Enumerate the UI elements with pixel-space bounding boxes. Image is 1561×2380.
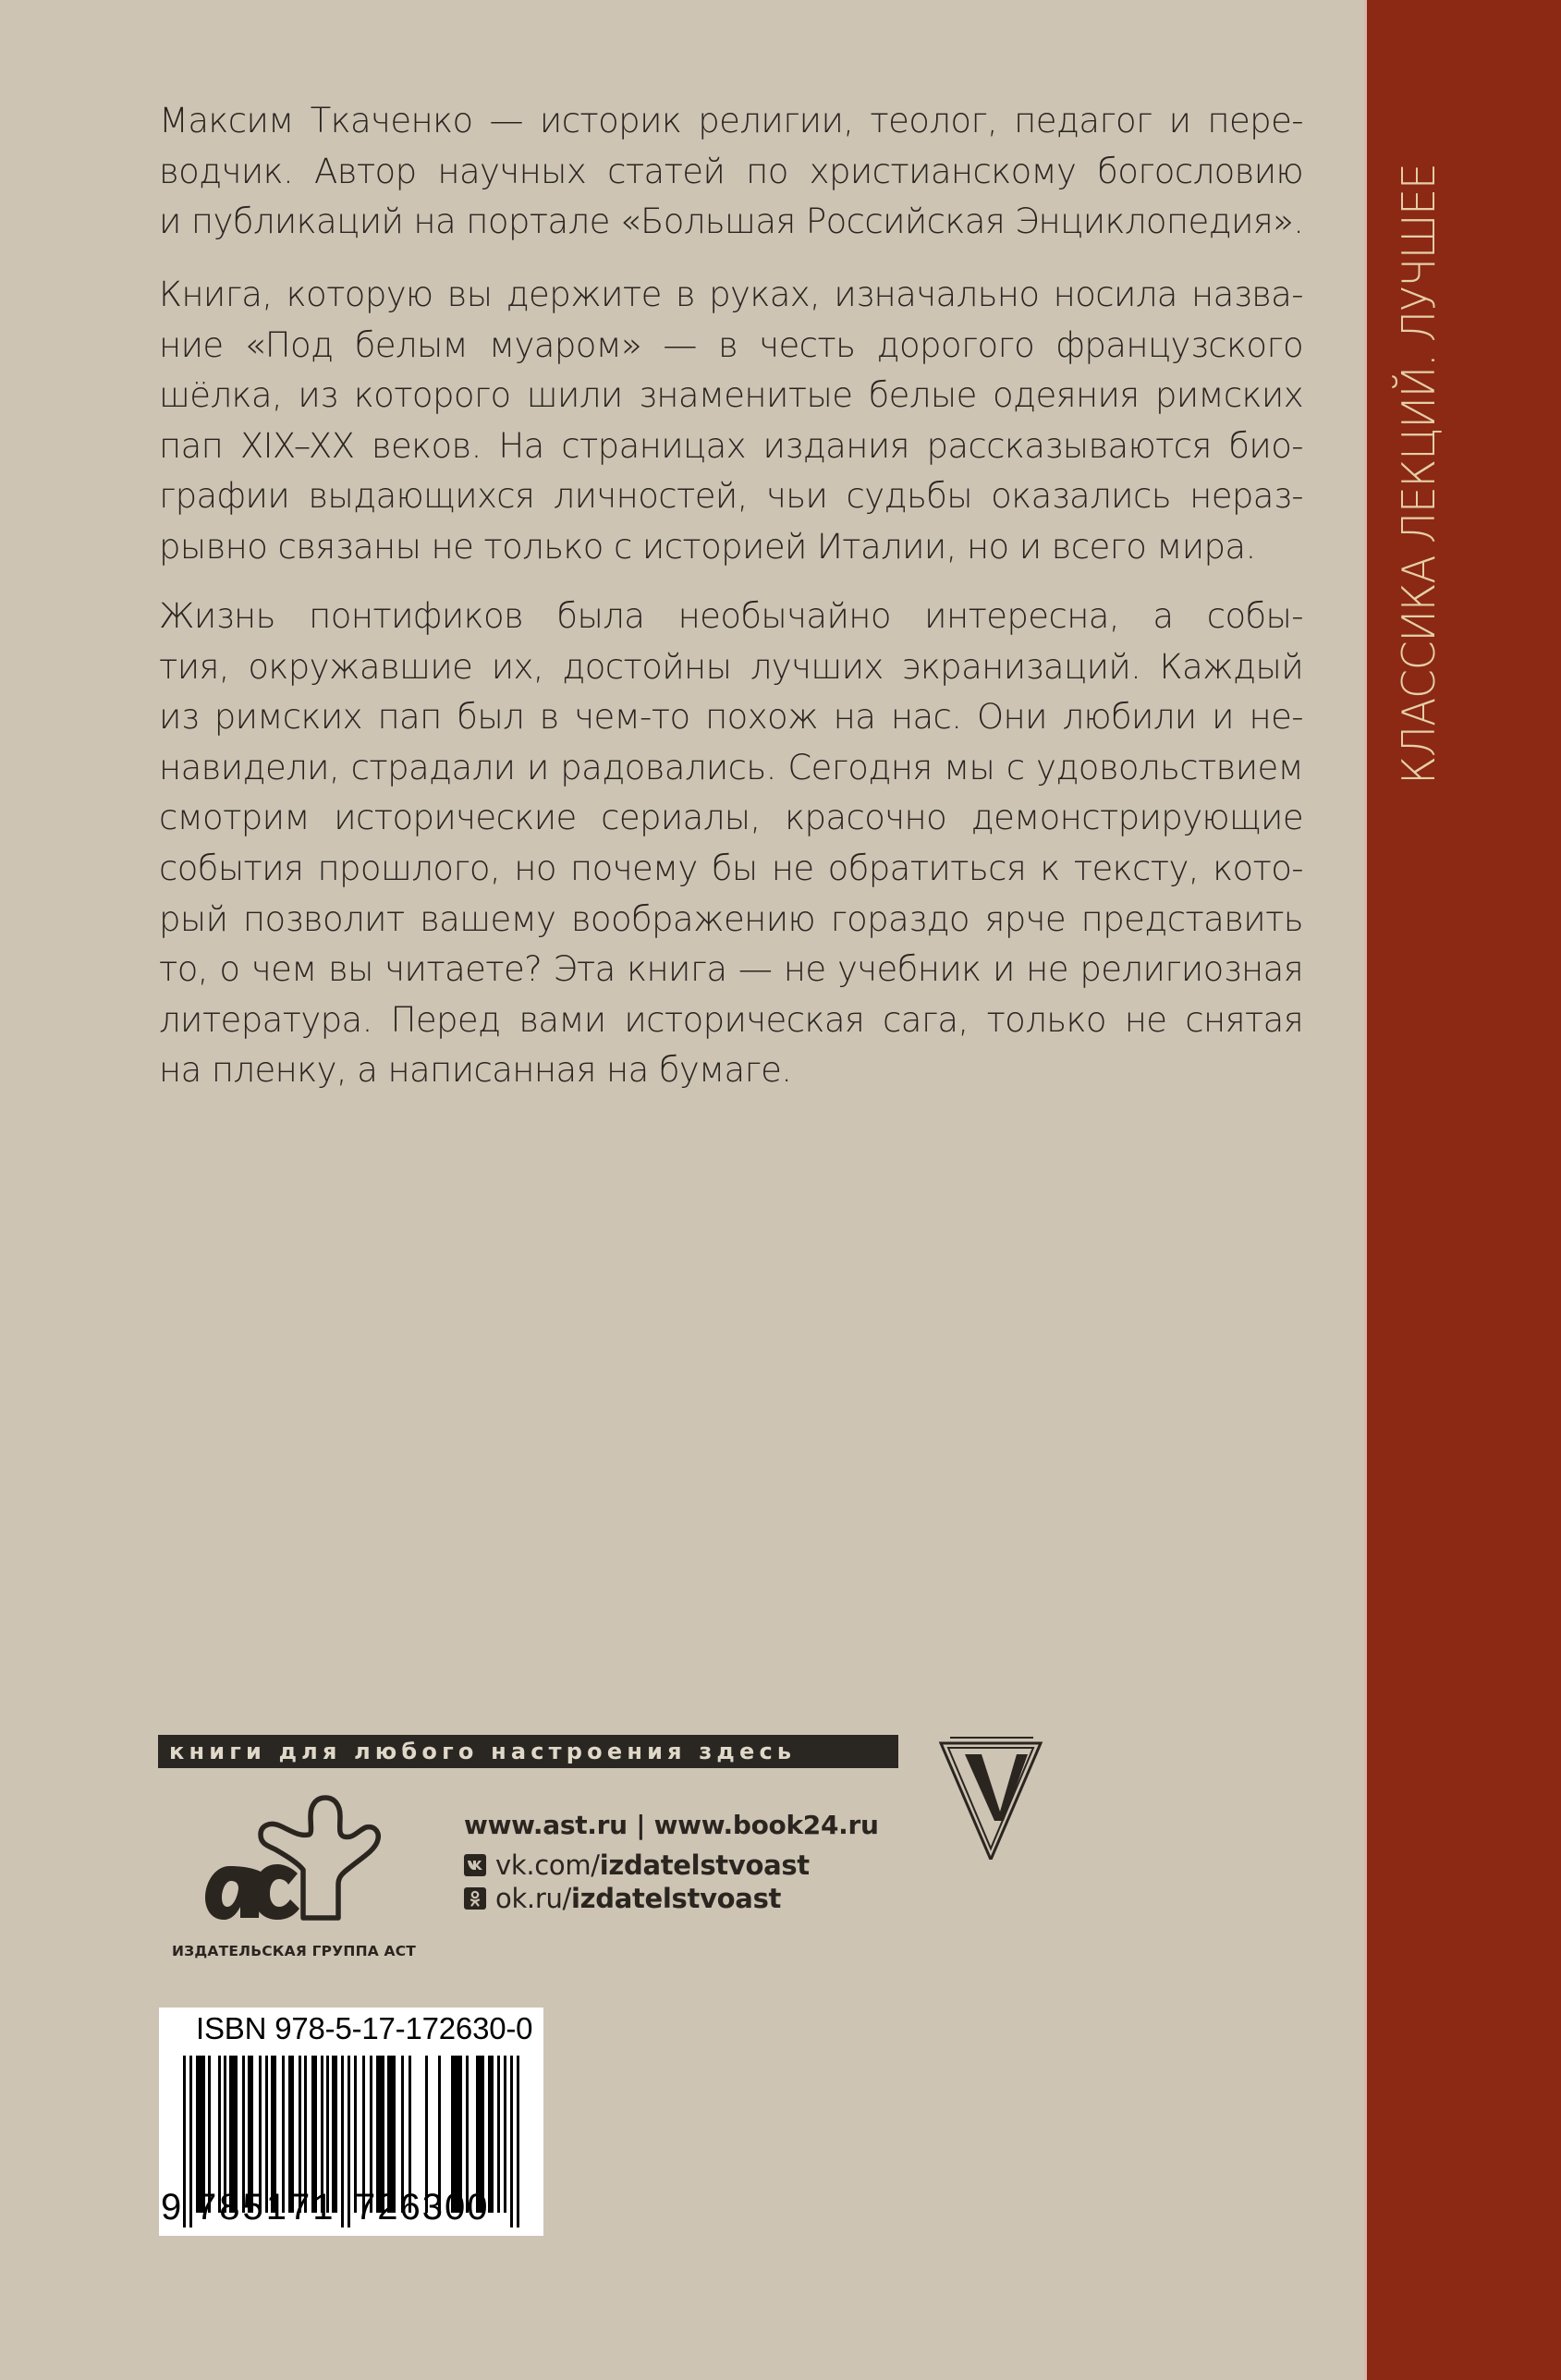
book-description-paragraph <box>159 270 1303 573</box>
ast-logo-icon <box>194 1788 388 1922</box>
text-line: графии выдающихся личностей, чьи судьбы оказались нераз- <box>159 476 1303 517</box>
series-title: КЛАССИКА ЛЕКЦИЙ. ЛУЧШЕЕ <box>1393 164 1445 785</box>
vk-link[interactable] <box>464 1849 879 1881</box>
author-bio-paragraph <box>159 96 1303 248</box>
text-line: рый позволит вашему воображению гораздо ярче представить <box>159 898 1303 939</box>
text-line: то, о чем вы читаете? Эта книга — не учебник и не религиозная <box>159 949 1303 990</box>
barcode-right-digits: 726300 <box>355 2187 490 2227</box>
imprint-v-logo-icon <box>937 1730 1044 1860</box>
vk-icon <box>464 1854 486 1876</box>
ok-icon <box>464 1887 486 1910</box>
text-line: из римских пап был в чем-то похож на нас. Они любили и не- <box>159 697 1303 738</box>
vk-prefix: vk.com/ <box>495 1849 600 1881</box>
barcode-left-digits: 785171 <box>196 2187 336 2227</box>
text-line: Жизнь понтификов была необычайно интересна, а собы- <box>159 596 1303 636</box>
text-line: навидели, страдали и радовались. Сегодня мы с удовольствием <box>159 747 1303 787</box>
book-pitch-paragraph <box>159 592 1303 1096</box>
text-line: Книга, которую вы держите в руках, изначально носила назва- <box>159 275 1303 314</box>
text-line: и публикаций на портале «Большая Российская Энциклопедия». <box>159 201 1304 242</box>
text-line: рывно связаны не только с историей Италии, но и всего мира. <box>159 526 1256 567</box>
text-line: водчик. Автор научных статей по христианскому богословию <box>159 151 1303 191</box>
text-line: тия, окружавшие их, достойны лучших экранизаций. Каждый <box>159 646 1303 687</box>
text-line: ние «Под белым муаром» — в честь дорогого французского <box>159 324 1303 365</box>
isbn-barcode <box>159 2008 543 2236</box>
text-line: Максим Ткаченко — историк религии, теолог, педагог и пере- <box>159 101 1303 140</box>
ok-handle: izdatelstvoast <box>571 1883 782 1914</box>
isbn-label: ISBN 978-5-17-172630-0 <box>196 2011 533 2045</box>
publisher-links <box>464 1810 879 1914</box>
text-line: события прошлого, но почему бы не обратиться к тексту, кото- <box>159 848 1303 888</box>
barcode-lead-digit: 9 <box>161 2187 182 2227</box>
text-line: литература. Перед вами историческая сага, только не снятая <box>159 999 1303 1040</box>
text-line: пап XIX–XX веков. На страницах издания рассказываются био- <box>159 425 1303 466</box>
ok-prefix: ok.ru/ <box>495 1883 572 1914</box>
publisher-name: ИЗДАТЕЛЬСКАЯ ГРУППА АСТ <box>172 1943 417 1959</box>
text-line: шёлка, из которого шили знаменитые белые одеяния римских <box>159 375 1303 416</box>
vk-handle: izdatelstvoast <box>599 1849 810 1881</box>
text-line: на пленку, а написанная на бумаге. <box>159 1050 792 1091</box>
ok-link[interactable] <box>464 1883 879 1914</box>
publisher-slogan-banner: книги для любого настроения здесь <box>158 1735 898 1768</box>
text-line: смотрим исторические сериалы, красочно демонстрирующие <box>159 798 1303 838</box>
publisher-websites[interactable]: www.ast.ru | www.book24.ru <box>464 1810 879 1840</box>
